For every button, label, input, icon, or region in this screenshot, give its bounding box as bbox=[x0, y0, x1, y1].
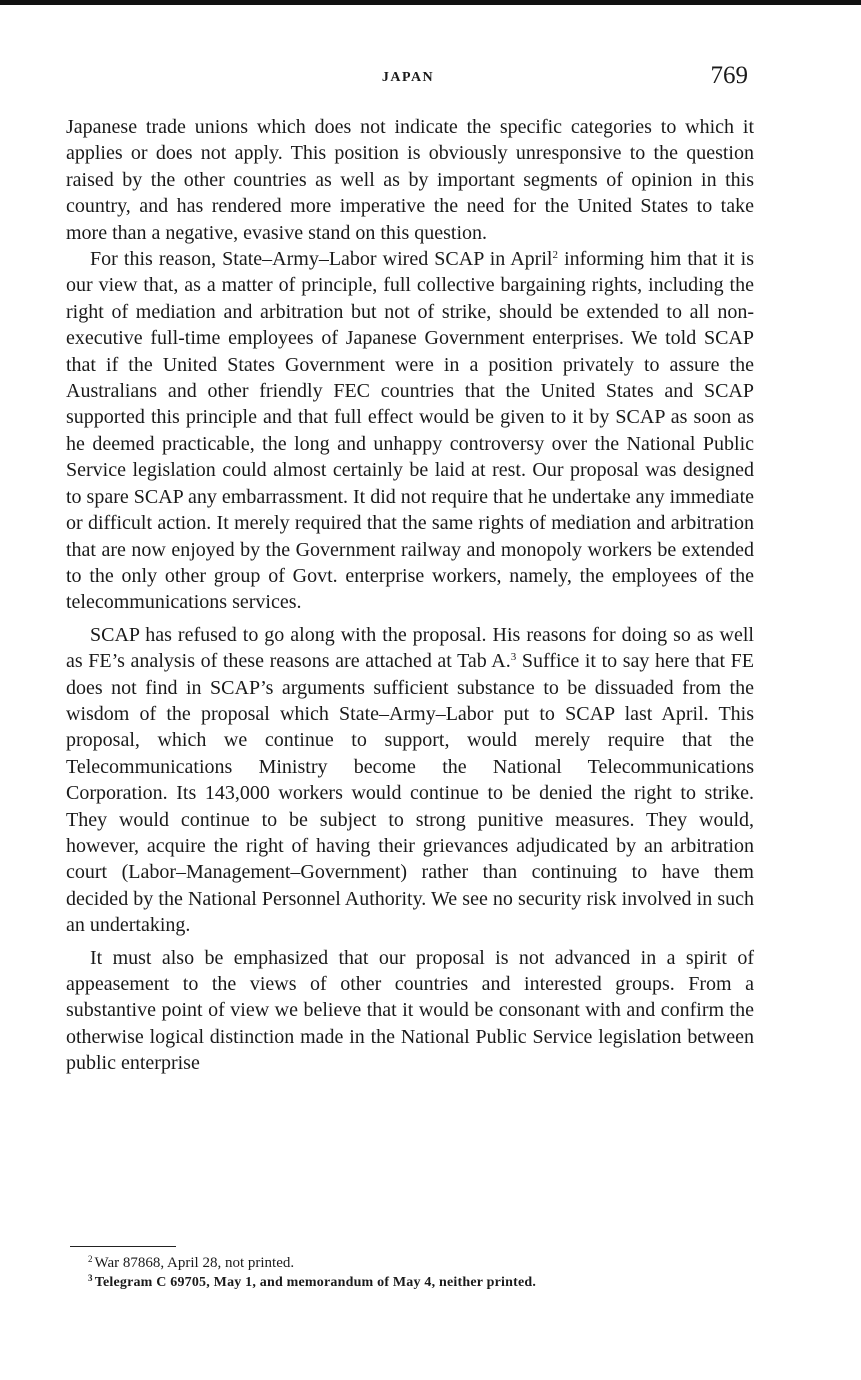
footnote-ref-2: 2 bbox=[552, 249, 558, 262]
paragraph-1: Japanese trade unions which does not indicate the specific categories to which it applies or does not apply. This position is obviously unresponsive to the question raised by the other countries as well as by important segments of opinion in this country, and has rendered more imperative the need for the United States to take more than a negative, evasive stand on this question. bbox=[66, 116, 754, 244]
footnotes bbox=[88, 1254, 748, 1292]
footnote-3-number: 3 bbox=[88, 1273, 93, 1283]
paragraph-4: It must also be emphasized that our proposal is not advanced in a spirit of appeasement to the views of other countries and interested groups. From a substantive point of view we believe that it would be consonant with and confirm the otherwise logical distinction made in the National Public Service legislation between public enterprise bbox=[66, 946, 754, 1075]
footnote-2-number: 2 bbox=[88, 1254, 93, 1264]
paragraph-3-text-end: Suffice it to say here that FE does not find in SCAP’s arguments sufficient substance to be dissuaded from the wisdom of the proposal which State–Army–Labor put to SCAP last April. This proposal, which we continue to support, would merely require that the Telecommunications Ministry become the National Telecommunications Corporation. Its 143,000 workers would continue to be denied the right to strike. They would continue to be subject to strong punitive measures. They would, however, acquire the right of having their grievances adjudicated by an arbitration court (Labor–Management–Government) rather than continuing to have them decided by the National Personnel Authority. We see no security risk involved in such an undertaking. bbox=[66, 650, 755, 937]
footnote-divider bbox=[70, 1246, 176, 1247]
running-title: JAPAN bbox=[381, 70, 435, 85]
paragraph-3 bbox=[66, 622, 754, 939]
running-head bbox=[66, 62, 750, 96]
page-number: 769 bbox=[710, 62, 748, 89]
footnote-3 bbox=[88, 1273, 748, 1292]
footnote-ref-3: 3 bbox=[510, 651, 517, 664]
top-border-rule bbox=[0, 0, 861, 5]
paragraph-2-text-start: For this reason, State–Army–Labor wired SCAP in April bbox=[90, 248, 553, 271]
footnote-3-text: Telegram C 69705, May 1, and memorandum of May 4, neither printed. bbox=[94, 1275, 537, 1290]
paragraph-2-text-end: informing him that it is our view that, as a matter of principle, full collective bargaining rights, including the right of mediation and arbitration but not of strike, should be extended to all non-executive full-time employees of Japanese Government enterprises. We told SCAP that if the United States Government were in a position privately to assure the Australians and other friendly FEC countries that the United States and SCAP supported this principle and that full effect would be given to it by SCAP as soon as he deemed practicable, the long and unhappy controversy over the National Public Service legislation could almost certainly be laid at rest. Our proposal was designed to spare SCAP any embarrassment. It did not require that he undertake any immediate or difficult action. It merely required that the same rights of mediation and arbitration that are now enjoyed by the Government railway and monopoly workers be extended to the only other group of Govt. enterprise workers, namely, the employees of the telecommunications services. bbox=[66, 248, 755, 614]
footnote-2 bbox=[88, 1254, 748, 1273]
paragraph-3-text-start: SCAP has refused to go along with the proposal. His reasons for doing so as well as FE’s analysis of these reasons are attached at Tab A. bbox=[66, 623, 754, 673]
footnote-2-text: War 87868, April 28, not printed. bbox=[94, 1255, 295, 1271]
body-text bbox=[66, 114, 754, 1077]
paragraph-2 bbox=[66, 246, 754, 616]
